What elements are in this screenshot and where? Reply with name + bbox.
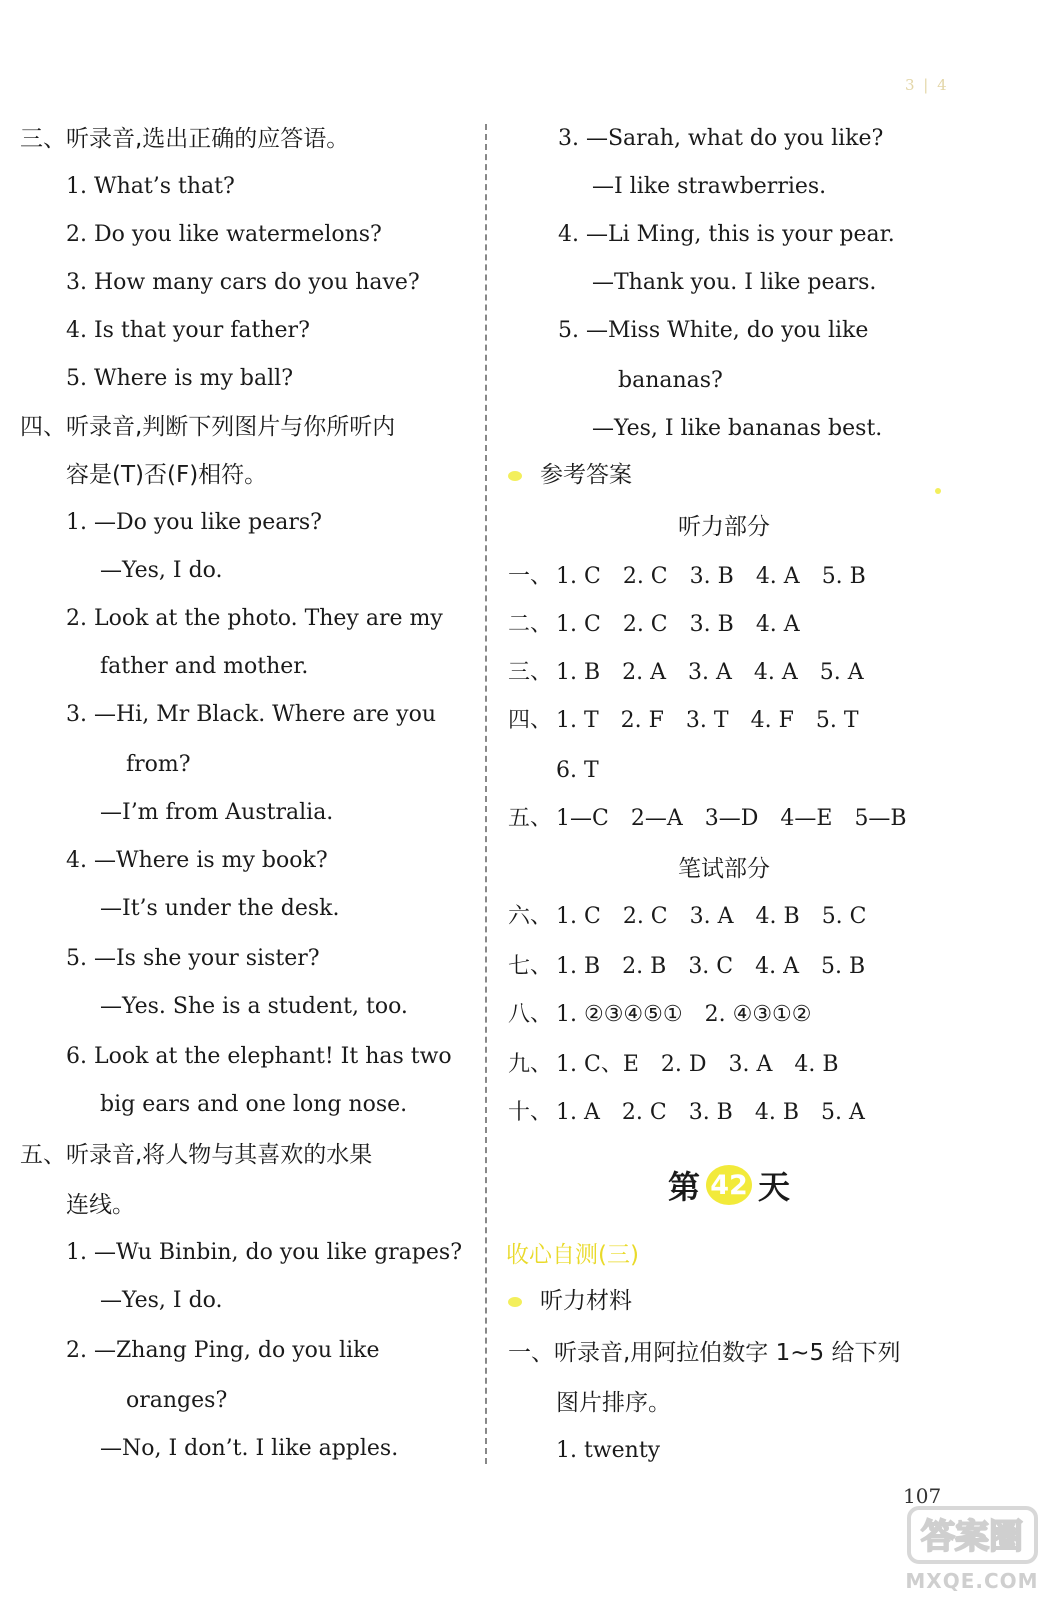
answer-item: 2. ④③①② (704, 1002, 812, 1027)
answers-heading (508, 460, 632, 490)
answer-row (508, 1000, 833, 1030)
answer-item: 3—D (704, 806, 759, 831)
section-5-title-line1: 五、听录音,将人物与其喜欢的水果 (20, 1142, 373, 1168)
answer-item: 5. T (815, 708, 859, 733)
list-item: 1. twenty (556, 1438, 661, 1463)
answer-row (508, 902, 889, 932)
list-item: —Yes, I do. (100, 1288, 223, 1313)
list-item: 1. —Wu Binbin, do you like grapes? (66, 1240, 462, 1265)
answer-item: 5. A (821, 1100, 865, 1125)
answer-item: 1. A (556, 1100, 600, 1125)
answer-label: 三、 (508, 660, 553, 685)
answers-heading-text: 参考答案 (540, 462, 632, 488)
decorative-dot-icon (935, 488, 941, 494)
answer-item: 6. T (556, 758, 599, 783)
answer-item: 1. C (556, 904, 601, 929)
answer-item: 3. B (688, 1100, 733, 1125)
answer-item: 3. B (689, 612, 734, 637)
answer-item: 1. C (556, 612, 601, 637)
answer-label: 五、 (508, 806, 553, 831)
answer-item: 3. C (688, 954, 734, 979)
list-item: —I like strawberries. (592, 174, 827, 199)
section-1-title-line1: 一、听录音,用阿拉伯数字 1~5 给下列 (508, 1340, 901, 1366)
answer-item: 2. D (660, 1052, 707, 1077)
section-3-title: 三、听录音,选出正确的应答语。 (20, 126, 350, 152)
answer-item: 5. B (821, 954, 866, 979)
list-item: father and mother. (100, 654, 309, 679)
section-5-title-line2: 连线。 (66, 1192, 135, 1218)
answer-row (508, 1098, 887, 1128)
list-item: —Yes. She is a student, too. (100, 994, 408, 1019)
answer-label: 六、 (508, 904, 553, 929)
column-divider (485, 124, 487, 1464)
list-item: 2. Look at the photo. They are my (66, 606, 443, 631)
list-item: 3. How many cars do you have? (66, 270, 420, 295)
list-item: 4. Is that your father? (66, 318, 310, 343)
answer-item: 5—B (854, 806, 907, 831)
answer-item: 2. C (622, 904, 668, 929)
answer-label: 九、 (508, 1052, 553, 1077)
answer-row (508, 706, 881, 736)
answer-item: 2. B (622, 954, 667, 979)
answer-item: 2. A (622, 660, 667, 685)
answer-item: 4. B (755, 904, 800, 929)
header-mark: 3 | 4 (905, 76, 949, 94)
section-4-title-line2: 容是(T)否(F)相符。 (66, 462, 268, 488)
day-title (668, 1162, 790, 1208)
section-1-title-line2: 图片排序。 (556, 1390, 671, 1416)
answer-item: 4. B (754, 1100, 800, 1125)
list-item: 2. Do you like watermelons? (66, 222, 382, 247)
answer-item: 5. B (821, 564, 866, 589)
list-item: —I’m from Australia. (100, 800, 334, 825)
answer-label: 一、 (508, 564, 553, 589)
watermark-logo-icon (905, 1500, 1040, 1595)
list-item: —Yes, I like bananas best. (592, 416, 883, 441)
answer-label (508, 756, 556, 786)
watermark-url: MXQE.COM (905, 1569, 1039, 1593)
answer-item: 1. B (556, 954, 601, 979)
answer-label: 八、 (508, 1002, 553, 1027)
answer-row (508, 756, 621, 786)
answer-label: 四、 (508, 708, 553, 733)
list-item: from? (126, 752, 191, 777)
answer-item: 4. F (750, 708, 794, 733)
day-number-badge: 42 (706, 1165, 752, 1205)
answer-row (508, 952, 887, 982)
answer-item: 4—E (780, 806, 833, 831)
answer-item: 5. C (821, 904, 867, 929)
listening-part-heading: 听力部分 (678, 514, 770, 540)
list-item: —No, I don’t. I like apples. (100, 1436, 399, 1461)
answer-item: 5. A (819, 660, 864, 685)
answer-item: 2. C (622, 612, 668, 637)
list-item: 3. —Sarah, what do you like? (558, 126, 884, 151)
answer-item: 2. F (620, 708, 664, 733)
answer-label: 二、 (508, 612, 553, 637)
list-item: 1. —Do you like pears? (66, 510, 322, 535)
answer-item: 1. B (556, 660, 601, 685)
list-item: 5. Where is my ball? (66, 366, 293, 391)
list-item: 1. What’s that? (66, 174, 235, 199)
list-item: 4. —Where is my book? (66, 848, 328, 873)
section-4-title-line1: 四、听录音,判断下列图片与你所听内 (20, 414, 396, 440)
answer-item: 2. C (622, 564, 668, 589)
answer-item: 2. C (621, 1100, 667, 1125)
list-item: bananas? (618, 368, 723, 393)
bullet-dot-icon (508, 471, 522, 481)
answer-label: 十、 (508, 1100, 553, 1125)
materials-heading (508, 1286, 632, 1316)
answer-item: 4. A (755, 564, 800, 589)
answer-item: 4. A (755, 612, 800, 637)
list-item: 5. —Miss White, do you like (558, 318, 869, 343)
answer-row (508, 562, 888, 592)
answer-item: 2—A (630, 806, 683, 831)
page-number: 107 (903, 1484, 942, 1508)
answer-row (508, 610, 822, 640)
materials-heading-text: 听力材料 (540, 1288, 632, 1314)
list-item: oranges? (126, 1388, 228, 1413)
answer-item: 4. A (753, 660, 798, 685)
list-item: 3. —Hi, Mr Black. Where are you (66, 702, 437, 727)
day-prefix: 第 (668, 1168, 701, 1206)
day-suffix: 天 (758, 1168, 791, 1206)
answer-item: 3. T (685, 708, 729, 733)
bullet-dot-icon (508, 1297, 522, 1307)
watermark-text: 答案圈 (921, 1517, 1023, 1557)
list-item: —Thank you. I like pears. (592, 270, 877, 295)
review-title: 收心自测(三) (506, 1242, 639, 1268)
answer-item: 4. B (794, 1052, 839, 1077)
answer-row (508, 1050, 861, 1080)
list-item: 5. —Is she your sister? (66, 946, 320, 971)
answer-row (508, 658, 886, 688)
list-item: 2. —Zhang Ping, do you like (66, 1338, 380, 1363)
answer-item: 3. B (689, 564, 734, 589)
answer-item: 1. C、E (556, 1052, 639, 1077)
answer-label: 七、 (508, 954, 553, 979)
answer-item: 3. A (688, 660, 732, 685)
answer-row (508, 804, 929, 834)
list-item: 6. Look at the elephant! It has two (66, 1044, 452, 1069)
answer-item: 1. C (556, 564, 601, 589)
written-part-heading: 笔试部分 (678, 856, 770, 882)
list-item: —It’s under the desk. (100, 896, 340, 921)
list-item: big ears and one long nose. (100, 1092, 408, 1117)
answer-item: 1. T (556, 708, 599, 733)
list-item: —Yes, I do. (100, 558, 223, 583)
answer-item: 4. A (755, 954, 800, 979)
answer-item: 1—C (556, 806, 609, 831)
answer-item: 3. A (689, 904, 734, 929)
list-item: 4. —Li Ming, this is your pear. (558, 222, 895, 247)
answer-item: 3. A (728, 1052, 773, 1077)
answer-item: 1. ②③④⑤① (556, 1002, 683, 1027)
